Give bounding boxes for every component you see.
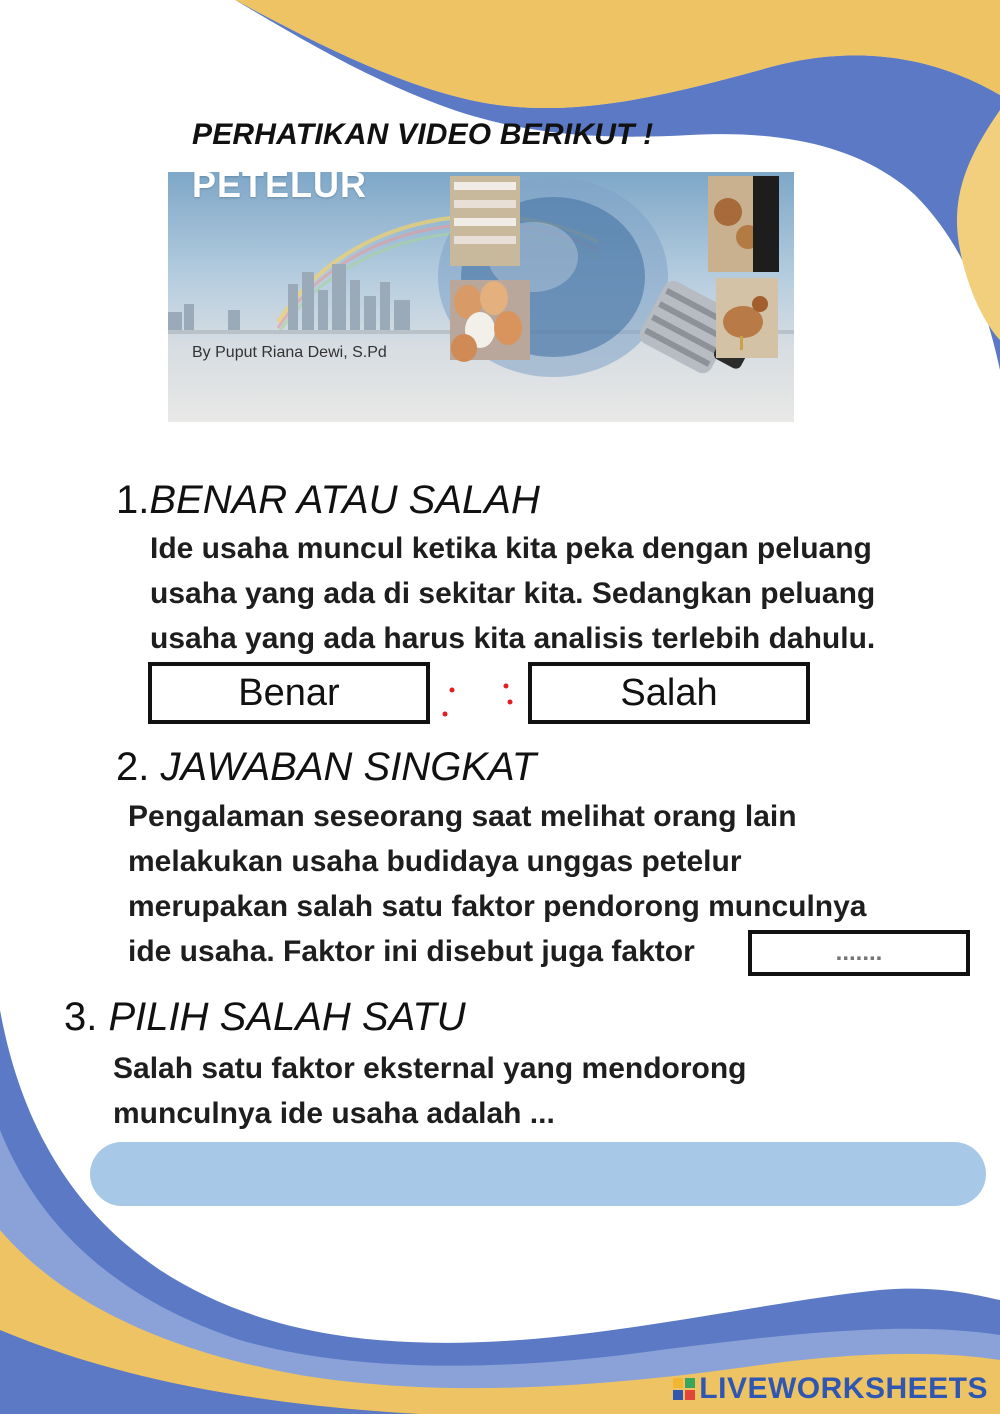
- question-number: 1.: [116, 478, 150, 522]
- text-line: usaha yang ada harus kita analisis terlebih dahulu.: [150, 622, 876, 655]
- question-title: BENAR ATAU SALAH: [149, 478, 540, 522]
- question-3-text: [113, 1046, 747, 1136]
- option-salah-button[interactable]: Salah: [528, 662, 810, 724]
- video-byline: By Puput Riana Dewi, S.Pd: [192, 344, 387, 361]
- text-line: usaha yang ada di sekitar kita. Sedangkan peluang: [150, 577, 876, 610]
- video-thumbnail[interactable]: [168, 172, 794, 422]
- video-title-overlay: PETELUR: [192, 172, 368, 205]
- question-title: JAWABAN SINGKAT: [160, 745, 537, 789]
- text-line: Pengalaman seseorang saat melihat orang lain: [128, 800, 797, 833]
- short-answer-input[interactable]: [748, 930, 970, 976]
- text-line: Ide usaha muncul ketika kita peka dengan peluang: [150, 532, 872, 565]
- question-2-heading: [116, 745, 536, 790]
- question-3-heading: [64, 995, 466, 1040]
- question-number: 3.: [64, 995, 98, 1039]
- question-1-heading: [116, 478, 540, 523]
- video-scene-illustration: [168, 172, 794, 422]
- logo-mark-icon: [673, 1378, 695, 1400]
- question-title: PILIH SALAH SATU: [108, 995, 466, 1039]
- choice-dropdown[interactable]: [90, 1142, 986, 1206]
- liveworksheets-logo: [673, 1372, 988, 1406]
- intro-heading: PERHATIKAN VIDEO BERIKUT !: [192, 118, 654, 151]
- text-line: merupakan salah satu faktor pendorong munculnya: [128, 890, 867, 923]
- text-line: ide usaha. Faktor ini disebut juga faktor: [128, 935, 695, 968]
- text-line: melakukan usaha budidaya unggas petelur: [128, 845, 742, 878]
- text-line: Salah satu faktor eksternal yang mendorong: [113, 1052, 747, 1085]
- match-dots-decoration: [436, 680, 520, 724]
- option-benar-button[interactable]: Benar: [148, 662, 430, 724]
- logo-text: LIVEWORKSHEETS: [699, 1372, 988, 1405]
- text-line: munculnya ide usaha adalah ...: [113, 1097, 555, 1130]
- question-number: 2.: [116, 745, 150, 789]
- question-1-text: [150, 526, 875, 661]
